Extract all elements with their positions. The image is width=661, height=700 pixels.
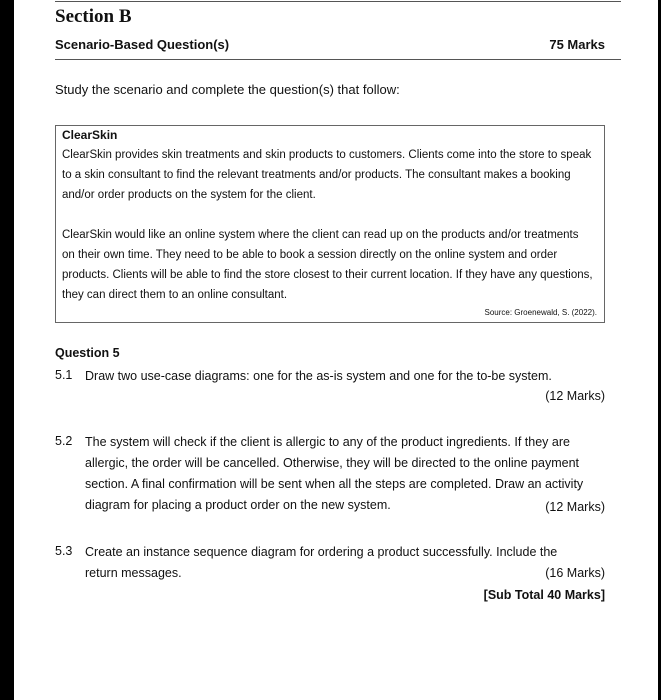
question-marks: (12 Marks) bbox=[545, 500, 605, 514]
question-text: The system will check if the client is allergic to any of the product ingredients. If they are allergic, the order will be cancelled. Otherwise, they will be directed to the online payment section. A final confirmation will be sent when all the steps are completed. Draw an activity diagram for placing a product order on the new system. bbox=[85, 435, 584, 512]
instruction-text: Study the scenario and complete the question(s) that follow: bbox=[55, 82, 400, 97]
scenario-heading: ClearSkin bbox=[62, 128, 118, 142]
question-number: 5.3 bbox=[55, 544, 73, 558]
question-number: 5.1 bbox=[55, 368, 73, 382]
question-marks: (16 Marks) bbox=[545, 566, 605, 580]
section-marks: 75 Marks bbox=[549, 37, 605, 52]
document-page bbox=[14, 0, 658, 700]
section-subtitle: Scenario-Based Question(s) bbox=[55, 37, 230, 52]
scenario-paragraph-2: ClearSkin would like an online system where the client can read up on the products and/or treatments on their own time. They need to be able to book a session directly on the online system and order products. Clients will be able to find the store closest to their current location. If they have any questions, they can direct them to an online consultant. bbox=[62, 229, 593, 301]
question-marks: (12 Marks) bbox=[545, 389, 605, 403]
scenario-source: Source: Groenewald, S. (2022). bbox=[484, 308, 597, 317]
header-rule bbox=[55, 59, 621, 60]
section-title: Section B bbox=[55, 6, 132, 27]
top-rule bbox=[55, 1, 621, 2]
scenario-paragraph-1: ClearSkin provides skin treatments and skin products to customers. Clients come into the store to speak to a skin consultant to find the relevant treatments and/or products. The consultant makes a booking and/or order products on the system for the client. bbox=[62, 149, 592, 201]
question-heading: Question 5 bbox=[55, 346, 120, 360]
question-text: Create an instance sequence diagram for ordering a product successfully. Include the return messages. bbox=[85, 545, 558, 580]
scenario-box bbox=[55, 125, 605, 323]
question-text: Draw two use-case diagrams: one for the as-is system and one for the to-be system. bbox=[85, 369, 552, 383]
subtotal-marks: [Sub Total 40 Marks] bbox=[483, 588, 605, 602]
question-number: 5.2 bbox=[55, 434, 73, 448]
